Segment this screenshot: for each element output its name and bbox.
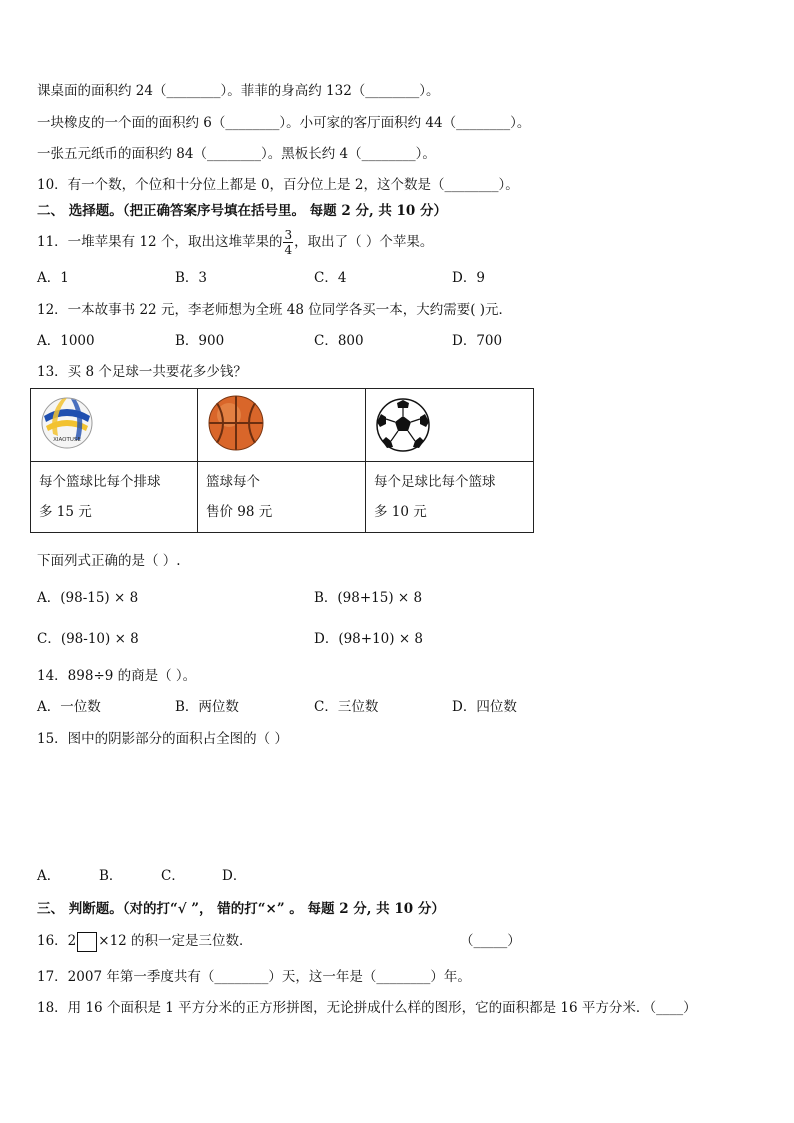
- q16-answer-blank: （_____）: [460, 933, 521, 949]
- volleyball-info: [31, 462, 198, 533]
- basketball-info: [198, 462, 366, 533]
- question-10: 10．有一个数，个位和十分位上都是 0，百分位上是 2，这个数是（________）。: [37, 177, 519, 193]
- fraction: [283, 228, 293, 257]
- question-15: 15．图中的阴影部分的面积占全图的（ ）: [37, 731, 288, 747]
- q14-option-b: B．两位数: [175, 699, 239, 715]
- q13-option-b: B．(98+15) × 8: [314, 590, 423, 606]
- q16-pre: 16．2: [37, 933, 77, 949]
- cell-line: 多 10 元: [374, 504, 427, 520]
- section-3-title: 三、 判断题。（对的打“√ ”， 错的打“×” 。 每题 2 分, 共 10 分）: [37, 901, 445, 917]
- q12-option-d: D．700: [452, 333, 503, 349]
- q15-option-a: A．: [37, 868, 61, 884]
- fraction-numerator: 3: [284, 228, 293, 242]
- q12-option-a: A．1000: [37, 333, 95, 349]
- question-18: 18．用 16 个面积是 1 平方分米的正方形拼图，无论拼成什么样的图形，它的面积都是 16 平方分米．（____）: [37, 1000, 697, 1016]
- question-12: 12．一本故事书 22 元，李老师想为全班 48 位同学各买一本，大约需要( )元．: [37, 302, 513, 318]
- volleyball-icon: [40, 396, 94, 450]
- basketball-icon: [205, 394, 267, 452]
- q11-pre: 11．一堆苹果有 12 个，取出这堆苹果的: [37, 234, 283, 250]
- blank-box: [77, 932, 97, 952]
- q12-option-c: C．800: [314, 333, 364, 349]
- question-11: [37, 228, 433, 257]
- q13-ask: 下面列式正确的是（ ）.: [37, 553, 181, 569]
- q13-option-c: C．(98-10) × 8: [37, 631, 139, 647]
- section-2-title: 二、 选择题。（把正确答案序号填在括号里。 每题 2 分, 共 10 分）: [37, 203, 448, 219]
- question-13: 13．买 8 个足球一共要花多少钱？: [37, 364, 247, 380]
- cell-line: 每个篮球比每个排球: [39, 474, 161, 490]
- cell-line: 多 15 元: [39, 504, 92, 520]
- cell-line: 每个足球比每个篮球: [374, 474, 496, 490]
- volleyball-brand: XIAOTUSE: [53, 437, 81, 443]
- q11-post: ，取出了（ ）个苹果。: [294, 234, 434, 250]
- q12-option-b: B．900: [175, 333, 225, 349]
- q13-option-d: D．(98+10) × 8: [314, 631, 424, 647]
- cell-line: 篮球每个: [206, 474, 260, 490]
- question-16: [37, 931, 253, 952]
- line-area-3: 一张五元纸币的面积约 84（________）。黑板长约 4（________）。: [37, 146, 436, 162]
- q14-option-d: D．四位数: [452, 699, 517, 715]
- line-area-1: 课桌面的面积约 24（________）。菲菲的身高约 132（________）。: [37, 83, 440, 99]
- soccer-ball-icon: [375, 397, 431, 453]
- q13-option-a: A．(98-15) × 8: [37, 590, 139, 606]
- q11-option-c: C．4: [314, 270, 347, 286]
- question-17: 17．2007 年第一季度共有（________）天，这一年是（________）年。: [37, 969, 471, 985]
- q16-post: ×12 的积一定是三位数．: [98, 933, 253, 949]
- q11-option-b: B．3: [175, 270, 208, 286]
- cell-line: 售价 98 元: [206, 504, 273, 520]
- q15-option-d: D．: [222, 868, 247, 884]
- q15-option-c: C．: [161, 868, 185, 884]
- line-area-2: 一块橡皮的一个面的面积约 6（________）。小可家的客厅面积约 44（________）。: [37, 115, 531, 131]
- q11-option-d: D．9: [452, 270, 485, 286]
- soccerball-info: [366, 462, 534, 533]
- ball-price-table: [30, 388, 534, 533]
- q11-option-a: A．1: [37, 270, 69, 286]
- q14-option-a: A．一位数: [37, 699, 101, 715]
- q15-option-b: B．: [99, 868, 123, 884]
- fraction-denominator: 4: [284, 243, 293, 257]
- q14-option-c: C．三位数: [314, 699, 379, 715]
- question-14: 14．898÷9 的商是（ ）。: [37, 668, 197, 684]
